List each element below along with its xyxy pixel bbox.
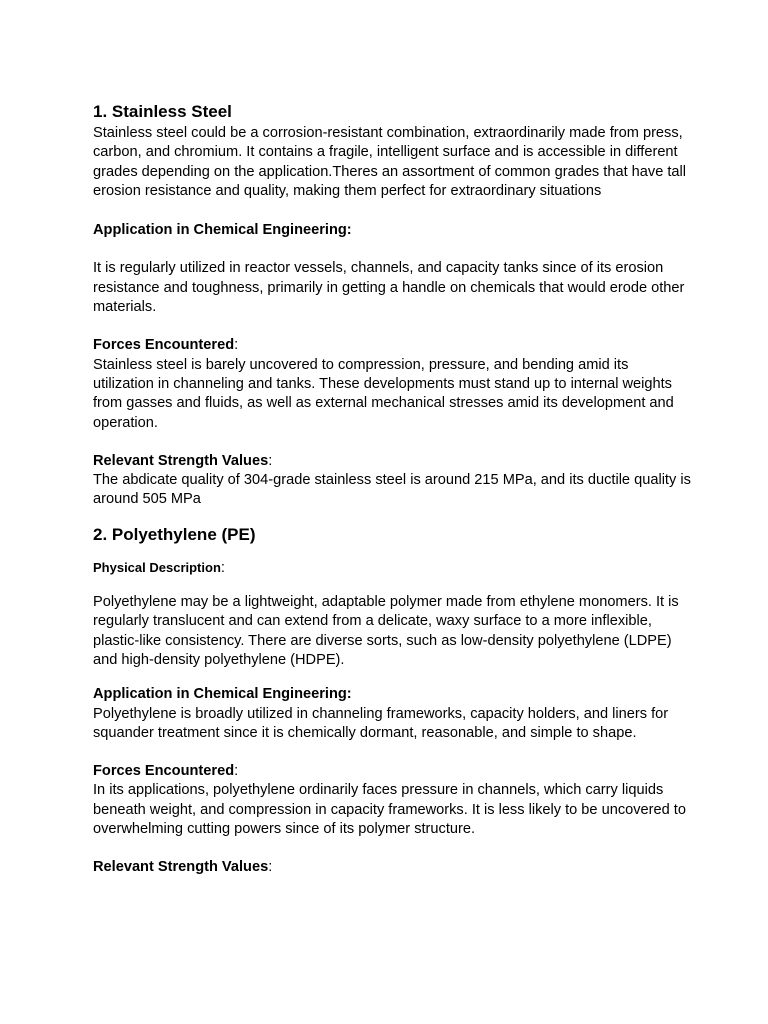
pe-strength-label: Relevant Strength Values: [93, 859, 269, 876]
pe-physical-label: Physical Description: [93, 559, 221, 575]
colon: :: [220, 559, 225, 576]
pe-physical-text: Polyethylene may be a lightweight, adaptable polymer made from ethylene monomers. It is regularly translucent and can extend from a delicate, waxy surface to a more inflexible, plastic-like consistency. There are diverse sorts, such as low-density polyethylene (LDPE) and high-density polyethylene (HDPE).: [93, 594, 679, 668]
pe-forces-text: In its applications, polyethylene ordinarily faces pressure in channels, which carry liquids beneath weight, and compression in capacity frameworks. It is less likely to be uncovered to overwhelming cutting powers since of its polymer structure.: [93, 782, 686, 838]
stainless-strength-text: The abdicate quality of 304-grade stainless steel is around 215 MPa, and its ductile quality is around 505 MPa: [93, 472, 691, 508]
stainless-application-text: It is regularly utilized in reactor vessels, channels, and capacity tanks since of its erosion resistance and toughness, primarily in getting a handle on chemicals that would erode other materials.: [93, 260, 685, 316]
pe-forces-label: Forces Encountered: [93, 763, 235, 780]
colon: :: [234, 763, 239, 780]
stainless-strength-heading: [93, 452, 693, 471]
stainless-strength-label: Relevant Strength Values: [93, 452, 269, 469]
pe-forces-heading: [93, 762, 693, 781]
stainless-steel-intro: Stainless steel could be a corrosion-resistant combination, extraordinarily made from press, carbon, and chromium. It contains a fragile, intelligent surface and is accessible in different grades depending on the application.Theres an assortment of common grades that have tall erosion resistance and quality, making them perfect for extraordinary situations: [93, 125, 687, 199]
pe-application-label: Application in Chemical Engineering:: [93, 686, 352, 703]
pe-strength-heading: [93, 858, 693, 877]
colon: :: [268, 859, 273, 876]
stainless-forces-text: Stainless steel is barely uncovered to compression, pressure, and bending amid its utilization in channeling and tanks. These developments must stand up to internal weights from gasses and fluids, as well as external mechanical stresses amid its development and operation.: [93, 356, 674, 431]
stainless-application-label: Application in Chemical Engineering:: [93, 222, 352, 239]
stainless-forces-heading: [93, 336, 693, 355]
colon: :: [268, 452, 273, 469]
section-heading-stainless-steel: 1. Stainless Steel: [93, 102, 232, 121]
document-page: [93, 101, 693, 878]
pe-application-text: Polyethylene is broadly utilized in channeling frameworks, capacity holders, and liners for squander treatment since it is chemically dormant, reasonable, and simple to shape.: [93, 705, 669, 741]
stainless-forces-label: Forces Encountered: [93, 337, 235, 354]
pe-physical-heading: [93, 558, 693, 578]
section-heading-polyethylene: 2. Polyethylene (PE): [93, 524, 256, 544]
colon: :: [234, 337, 239, 354]
